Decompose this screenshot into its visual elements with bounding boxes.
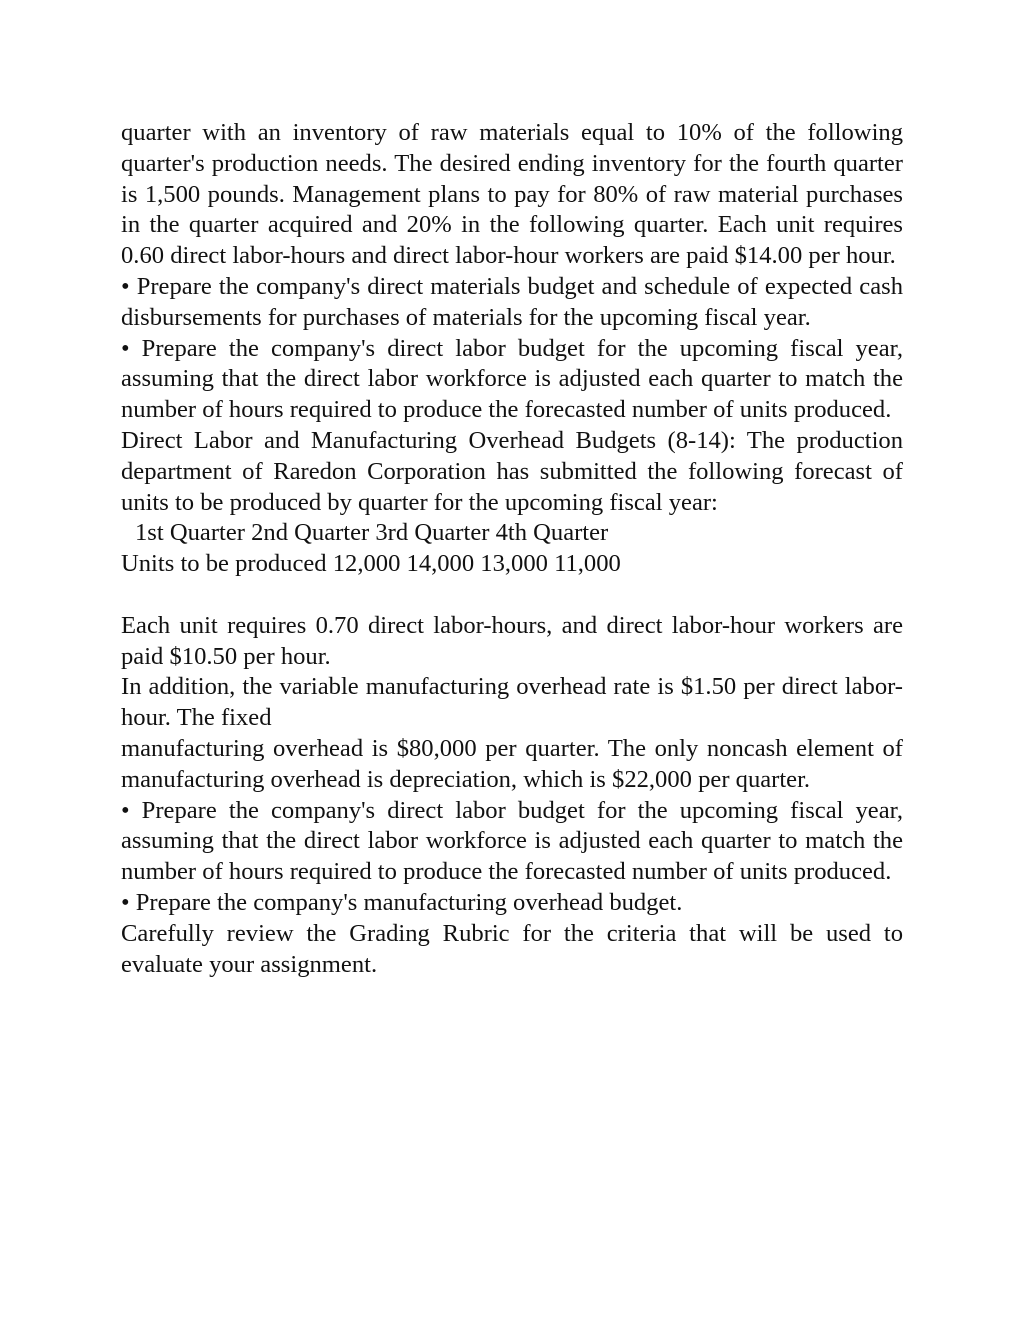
bullet-manufacturing-overhead-budget: • Prepare the company's manufacturing overhead budget. bbox=[121, 888, 683, 916]
forecast-table-row: Units to be produced 12,000 14,000 13,000 11,000 bbox=[121, 550, 621, 578]
paragraph-variable-overhead: In addition, the variable manufacturing overhead rate is $1.50 per direct labor-hour. The fixed bbox=[121, 673, 903, 732]
paragraph-fixed-overhead: manufacturing overhead is $80,000 per quarter. The only noncash element of manufacturing overhead is depreciation, which is $22,000 per quarter. bbox=[121, 734, 903, 793]
document-page bbox=[121, 118, 903, 980]
paragraph-raw-materials-inventory: quarter with an inventory of raw materials equal to 10% of the following quarter's production needs. The desired ending inventory for the fourth quarter is 1,500 pounds. Management plans to pay for 80% of raw material purchases in the quarter acquired and 20% in the following quarter. Each unit requires 0.60 direct labor-hours and direct labor-hour workers are paid $14.00 per hour. bbox=[121, 119, 903, 270]
bullet-direct-labor-budget-2: • Prepare the company's direct labor budget for the upcoming fiscal year, assuming that the direct labor workforce is adjusted each quarter to match the number of hours required to produce the forecasted number of units produced. bbox=[121, 796, 903, 886]
paragraph-problem-8-14-intro: Direct Labor and Manufacturing Overhead Budgets (8-14): The production department of Raredon Corporation has submitted the following forecast of units to be produced by quarter for the upcoming fiscal year: bbox=[121, 426, 903, 516]
blank-line bbox=[121, 580, 903, 611]
paragraph-labor-hours: Each unit requires 0.70 direct labor-hours, and direct labor-hour workers are paid $10.50 per hour. bbox=[121, 611, 903, 670]
bullet-direct-materials-budget: • Prepare the company's direct materials budget and schedule of expected cash disbursements for purchases of materials for the upcoming fiscal year. bbox=[121, 272, 903, 331]
paragraph-grading-rubric: Carefully review the Grading Rubric for the criteria that will be used to evaluate your assignment. bbox=[121, 919, 903, 978]
bullet-direct-labor-budget: • Prepare the company's direct labor budget for the upcoming fiscal year, assuming that the direct labor workforce is adjusted each quarter to match the number of hours required to produce the forecasted number of units produced. bbox=[121, 334, 903, 424]
forecast-table-header: 1st Quarter 2nd Quarter 3rd Quarter 4th Quarter bbox=[135, 519, 609, 547]
